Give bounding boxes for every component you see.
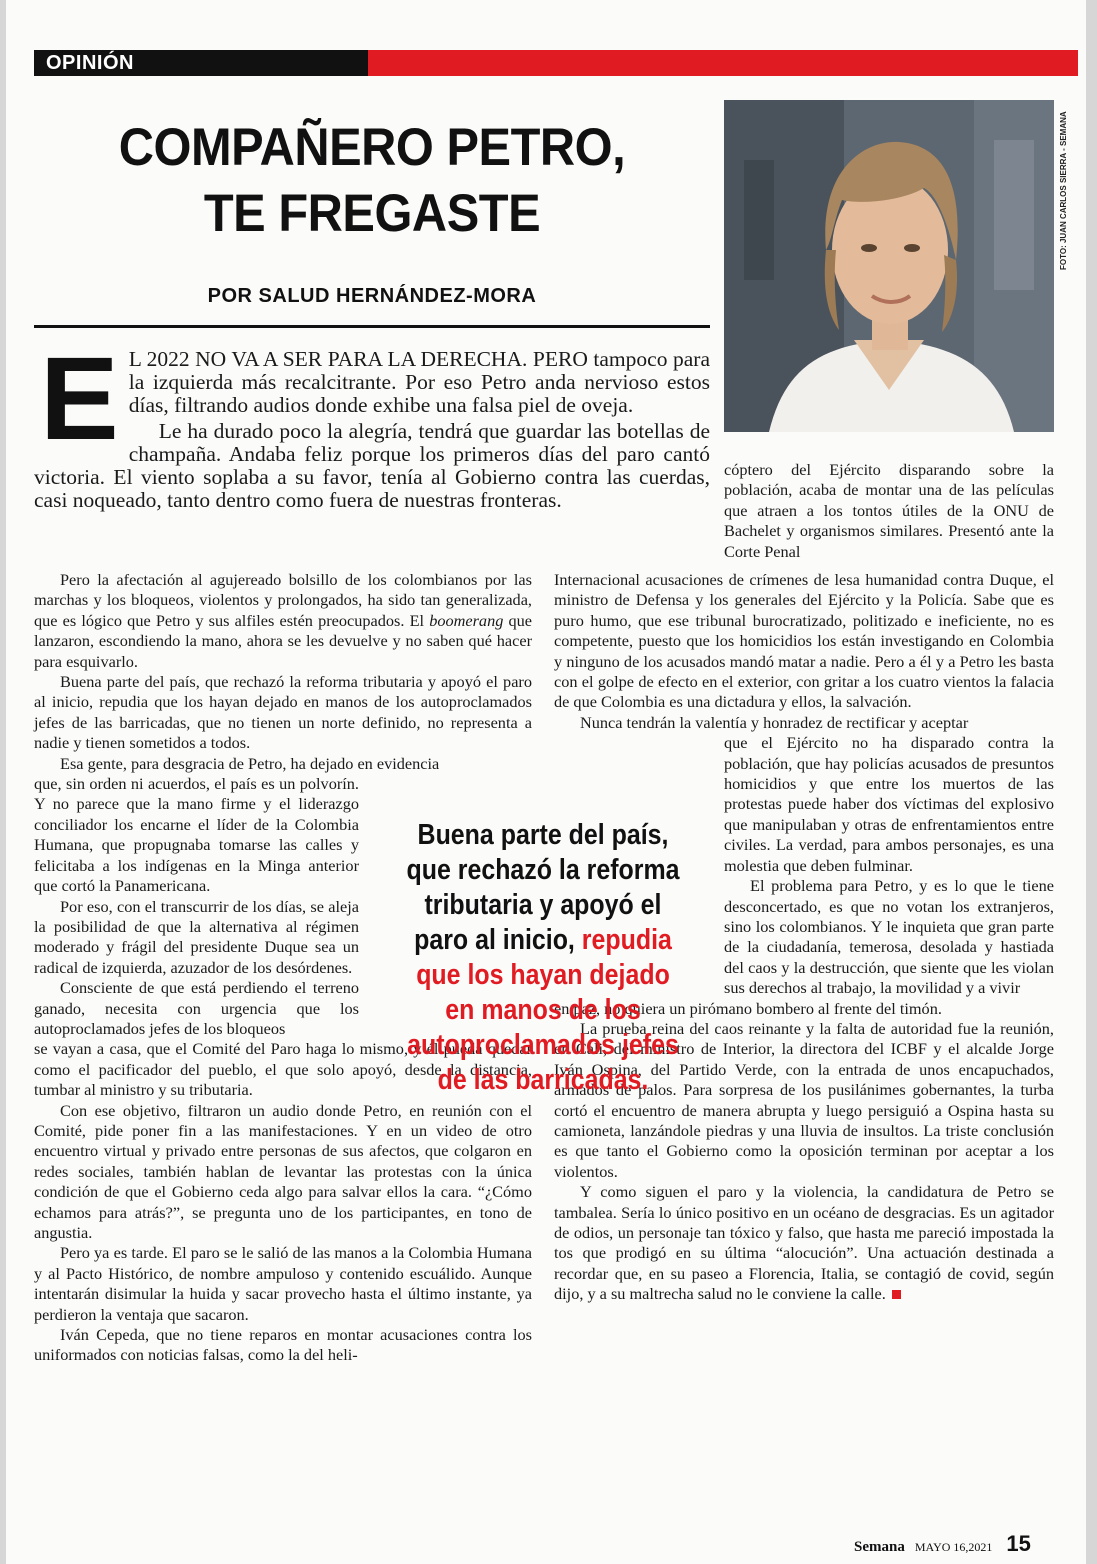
page-footer bbox=[854, 1531, 1031, 1557]
end-mark-icon bbox=[892, 1290, 901, 1299]
issue-date: MAYO 16,2021 bbox=[914, 1540, 993, 1554]
body-paragraph-wrapped: que, sin orden ni acuerdos, el país es un polvorín. Y no parece que la mano firme y el liderazgo conciliador los encarne el líder de la Colombia Humana, que propugnaba tomarse las calles y felicitaba a los indígenas en la Minga anterior que cortó la Panamericana. bbox=[34, 774, 359, 896]
section-bar bbox=[34, 50, 1078, 76]
body-paragraph: Por eso, con el transcurrir de los días, se aleja la posibilidad de que la alternativa al régimen moderado y frágil del presidente Duque sea un radical de izquierda, azuzador de los desórdenes. bbox=[34, 896, 359, 977]
body-paragraph-wrapped: que el Ejército no ha disparado contra la población, que hay policías acusados de presuntos homicidios y que entre los muertos de las protestas puede haber dos víctimas del explosivo que manipulaban y otras de enfrentamientos entre civiles. La verdad, para ambos personajes, es una molestia que deben fulminar. bbox=[724, 733, 1054, 875]
magazine-name: Semana bbox=[854, 1539, 905, 1555]
author-portrait-icon bbox=[724, 100, 1054, 432]
magazine-page bbox=[6, 0, 1086, 1564]
lead-paragraph-2: Le ha durado poco la alegría, tendrá que guardar las botellas de champaña. Andaba feliz porque los primeros días del paro cantó victoria. El viento soplaba a su favor, tenía al Gobierno contra las cuerdas, casi noqueado, tanto dentro como fuera de nuestras fronteras. bbox=[34, 419, 710, 512]
page-number: 15 bbox=[1006, 1531, 1031, 1556]
headline bbox=[61, 115, 683, 247]
body-paragraph: Iván Cepeda, que no tiene reparos en montar acusaciones contra los uniformados con noticias falsas, como la del heli- bbox=[34, 1325, 532, 1365]
body-paragraph: Buena parte del país, que rechazó la reforma tributaria y apoyó el paro al inicio, repudia que los hayan dejado en manos de los autoproclamados jefes de las barricadas, que no tienen un norte definido, no representa a nadie y tienen sometidos a todos. bbox=[34, 672, 532, 753]
body-paragraph: Consciente de que está perdiendo el terreno ganado, necesita con urgencia que los autoproclamados jefes de los bloqueos bbox=[34, 978, 359, 1038]
body-paragraph: Y como siguen el paro y la violencia, la candidatura de Petro se tambalea. Sería lo único positivo en un océano de desgracias. Es un agitador de odios, un personaje tan tóxico y falso, que hasta me pareció impostada la tos que prodigó en su última “alocución”. Una actuación destinada a recordar que, en su paseo a Florencia, Italia, se contagió de covid, según dijo, y a su maltrecha salud no le conviene la calle. bbox=[554, 1182, 1054, 1304]
body-paragraph: La prueba reina del caos reinante y la falta de autoridad fue la reunión, en Cali, del ministro de Interior, la directora del ICBF y el alcalde Jorge Iván Ospina, del Partido Verde, con la entrada de unos encapuchados, armados de palos. Para sorpresa de los pusilánimes gobernantes, la turba cortó el encuentro de manera abrupta y luego persiguió a Ospina hasta su camioneta, lanzándole piedras y una lluvia de insultos. La triste conclusión es que tanto el Gobierno como la oposición terminan por aceptar a los violentos. bbox=[554, 1018, 1054, 1181]
section-label: OPINIÓN bbox=[34, 50, 368, 76]
headline-rule bbox=[34, 325, 710, 328]
lead-paragraph-1: L 2022 NO VA A SER PARA LA DERECHA. PERO tampoco para la izquierda más recalcitrante. Por eso Petro anda nervioso estos días, filtrando audios donde exhibe una falsa piel de oveja. bbox=[128, 347, 710, 417]
photo-credit: FOTO: JUAN CARLOS SIERRA - SEMANA bbox=[1059, 111, 1068, 270]
body-paragraph: Internacional acusaciones de crímenes de lesa humanidad contra Duque, el ministro de Defensa y los generales del Ejército y la Policía. Sabe que es puro humo, que ese tribunal burocratizado, politizado e ineficiente, no es competente, puesto que los homicidios los están investigando en Colombia y ninguno de los acusados mandó matar a nadie. Pero a él y a Petro les basta con el golpe de efecto en el exterior, con gritar a los cuatro vientos la falacia de que Colombia es una dictadura y ellos, la salvación. bbox=[554, 570, 1054, 712]
body-paragraph: en paz, no quiera un pirómano bombero al frente del timón. bbox=[554, 998, 942, 1018]
pull-quote bbox=[401, 818, 685, 1098]
drop-cap: E bbox=[40, 333, 119, 465]
headline-line-2: TE FREGASTE bbox=[203, 184, 541, 243]
body-paragraph: Con ese objetivo, filtraron un audio donde Petro, en reunión con el Comité, pide poner fin a las manifestaciones. Y en un video de otro encuentro virtual y privado entre personas de sus afectos, que colgaron en redes sociales, también hablan de levantar las protestas con la única condición de que el Gobierno ceda algo para salvar ellos la cara. “¿Cómo echamos para atrás?”, se pregunta uno de los participantes, en tono de angustia. bbox=[34, 1100, 532, 1242]
right-column-top bbox=[724, 460, 1054, 562]
section-accent-bar bbox=[368, 50, 1078, 76]
body-paragraph: Pero la afectación al agujereado bolsillo de los colombianos por las marchas y los bloqueos, violentos y prolongados, ha sido tan generalizada, que es lógico que Petro y sus alfiles estén preocupados. El boomerang que lanzaron, escondiendo la mano, ahora se les devuelve y no saben qué hacer para esquivarlo. bbox=[34, 570, 533, 671]
body-paragraph: Pero ya es tarde. El paro se le salió de las manos a la Colombia Humana y al Pacto Histórico, de nombre ampuloso y contenido escuálido. Aunque intentarán disimular la huida y sacar provecho hasta el último instante, ya perdieron la ventaja que sacaron. bbox=[34, 1243, 532, 1324]
body-paragraph: El problema para Petro, y es lo que le tiene desconcertado, es que no votan los extranjeros, sino los colombianos. Y le inquieta que gran parte de la ciudadanía, temerosa, desolada y hastiada del caos y la destrucción, que siente que les violan sus derechos al trabajo, la movilidad y a vivir bbox=[724, 876, 1054, 998]
body-paragraph: se vayan a casa, que el Comité del Paro haga lo mismo, y él pueda quedar como el pacificador del pueblo, el que solo apoyó, desde la distancia, tumbar al ministro y su tributaria. bbox=[34, 1039, 532, 1100]
byline: POR SALUD HERNÁNDEZ-MORA bbox=[207, 285, 537, 307]
pull-quote-black: Buena parte del país, que rechazó la reforma tributaria y apoyó el paro al inicio, bbox=[406, 819, 680, 956]
headline-line-1: COMPAÑERO PETRO, bbox=[118, 118, 626, 177]
right-top-paragraph: cóptero del Ejército disparando sobre la población, acaba de montar una de las películas que atraen a los tontos útiles de la ONU de Bachelet y organismos similares. Presentó ante la Corte Penal bbox=[724, 460, 1054, 561]
lead-paragraphs bbox=[34, 333, 710, 512]
body-paragraph: Esa gente, para desgracia de Petro, ha dejado en evidencia bbox=[60, 753, 440, 773]
body-paragraph: Nunca tendrán la valentía y honradez de rectificar y aceptar bbox=[580, 712, 969, 732]
pull-quote-red: repudia que los hayan dejado en manos de los autoproclamados jefes de las barricadas. bbox=[407, 924, 679, 1096]
author-photo bbox=[724, 100, 1054, 432]
